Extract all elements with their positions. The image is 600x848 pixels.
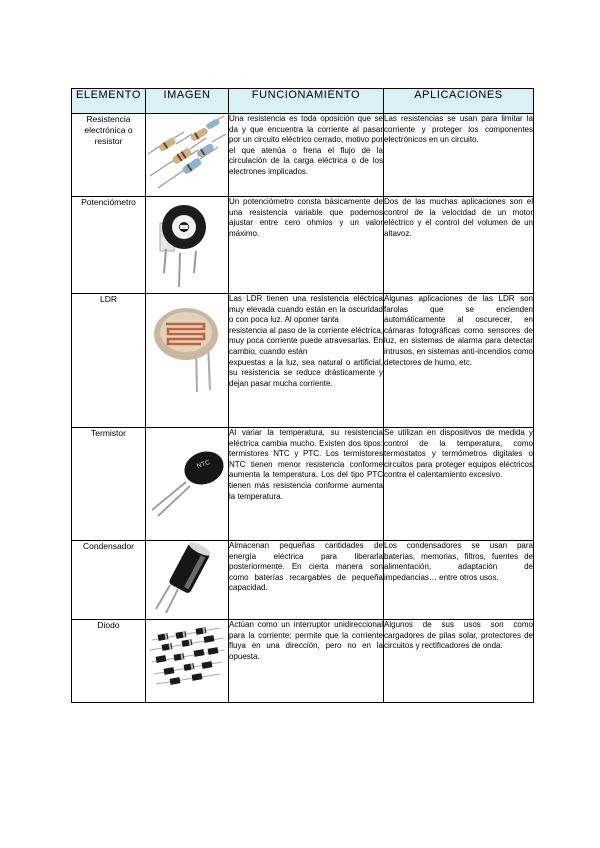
function-text-part-3: expuestas a la luz, sea natural o artificial, su resistencia se reduce drásticamente y dejan pasar mucha corriente.	[229, 357, 383, 388]
applications-text: Las resistencias se usan para limitar la corriente y proteger los componentes electrónicos en un circuito.	[384, 114, 534, 197]
diode-icon	[146, 620, 229, 702]
applications-text: Algunas aplicaciones de las LDR son farolas que se encienden automáticamente al oscurecer, en cámaras fotográficas como sensores de luz, en sistemas de alarma para detectar intrusos, en sistemas anti-incendios como detectores de humo, etc.	[384, 294, 534, 428]
function-text	[229, 294, 384, 428]
ldr-icon	[146, 294, 229, 427]
element-name: Diodo	[72, 620, 146, 703]
potentiometer-icon	[146, 197, 229, 293]
element-name: Termistor	[72, 428, 146, 541]
header-image: IMAGEN	[146, 89, 229, 114]
applications-text: Los condensadores se usan para baterías, memorias, filtros, fuentes de alimentación, adaptación de impedancias… entre otros usos.	[384, 541, 534, 620]
element-name: Condensador	[72, 541, 146, 620]
image-cell	[146, 197, 229, 294]
function-text-part-1: Las LDR tienen una resistencia eléctrica muy elevada cuando están en la oscuridad o con poca luz. Al oponer tanta	[229, 294, 383, 325]
components-table	[71, 88, 534, 703]
header-element: ELEMENTO	[72, 89, 146, 114]
function-text: Un potenciómetro consta básicamente de una resistencia variable que podemos ajustar entre cero ohmios y un valor máximo.	[229, 197, 384, 294]
function-text-part-2: resistencia al paso de la corriente eléctrica, muy poca corriente puede atravesarlas. En cambio, cuando están	[229, 325, 383, 356]
thermistor-icon	[146, 428, 229, 540]
applications-text: Se utilizan en dispositivos de medida y control de la temperatura, como termostatos y termómetros digitales o circuitos para proteger equipos eléctricos contra el calentamiento excesivo.	[384, 428, 534, 541]
element-name: Potenciómetro	[72, 197, 146, 294]
table-row-resistor	[72, 114, 534, 197]
image-cell	[146, 114, 229, 197]
table-row-potentiometer	[72, 197, 534, 294]
applications-text: Dos de las muchas aplicaciones son el control de la velocidad de un motor eléctrico y el control del volumen de un altavoz.	[384, 197, 534, 294]
resistor-icon	[146, 114, 229, 196]
image-cell	[146, 541, 229, 620]
element-name: LDR	[72, 294, 146, 428]
header-applications: APLICACIONES	[384, 89, 534, 114]
table-row-ldr	[72, 294, 534, 428]
thermistor-label: NTC	[195, 458, 211, 471]
function-text: Una resistencia es toda oposición que se da y que encuentra la corriente al pasar por un circuito eléctrico cerrado, motivo por el que atenúa o frena el flujo de la circulación de la carga eléctrica o de los electrones implicados.	[229, 114, 384, 197]
header-function: FUNCIONAMIENTO	[229, 89, 384, 114]
image-cell	[146, 428, 229, 541]
function-text: Almacenan pequeñas cantidades de energía eléctrica para liberarla posteriormente. En cierta manera son como baterías recargables de pequeña capacidad.	[229, 541, 384, 620]
capacitor-icon	[146, 541, 229, 619]
table-row-diode	[72, 620, 534, 703]
table-header-row	[72, 89, 534, 114]
table-row-thermistor	[72, 428, 534, 541]
function-text: Actúan como un interruptor unidireccional para la corriente; permite que la corriente fluya en una dirección, pero no en la opuesta.	[229, 620, 384, 703]
image-cell	[146, 620, 229, 703]
table-row-capacitor	[72, 541, 534, 620]
element-name: Resistencia electrónica o resistor	[72, 114, 146, 197]
image-cell	[146, 294, 229, 428]
function-text: Al variar la temperatura, su resistencia eléctrica cambia mucho. Existen dos tipos: termistores NTC y PTC. Los termistores NTC tienen menor resistencia conforme aumenta la temperatura. Los del tipo PTC tienen más resistencia conforme aumenta la temperatura.	[229, 428, 384, 541]
applications-text: Algunos de sus usos son como cargadores de pilas solar, protectores de circuitos y rectificadores de onda.	[384, 620, 534, 703]
